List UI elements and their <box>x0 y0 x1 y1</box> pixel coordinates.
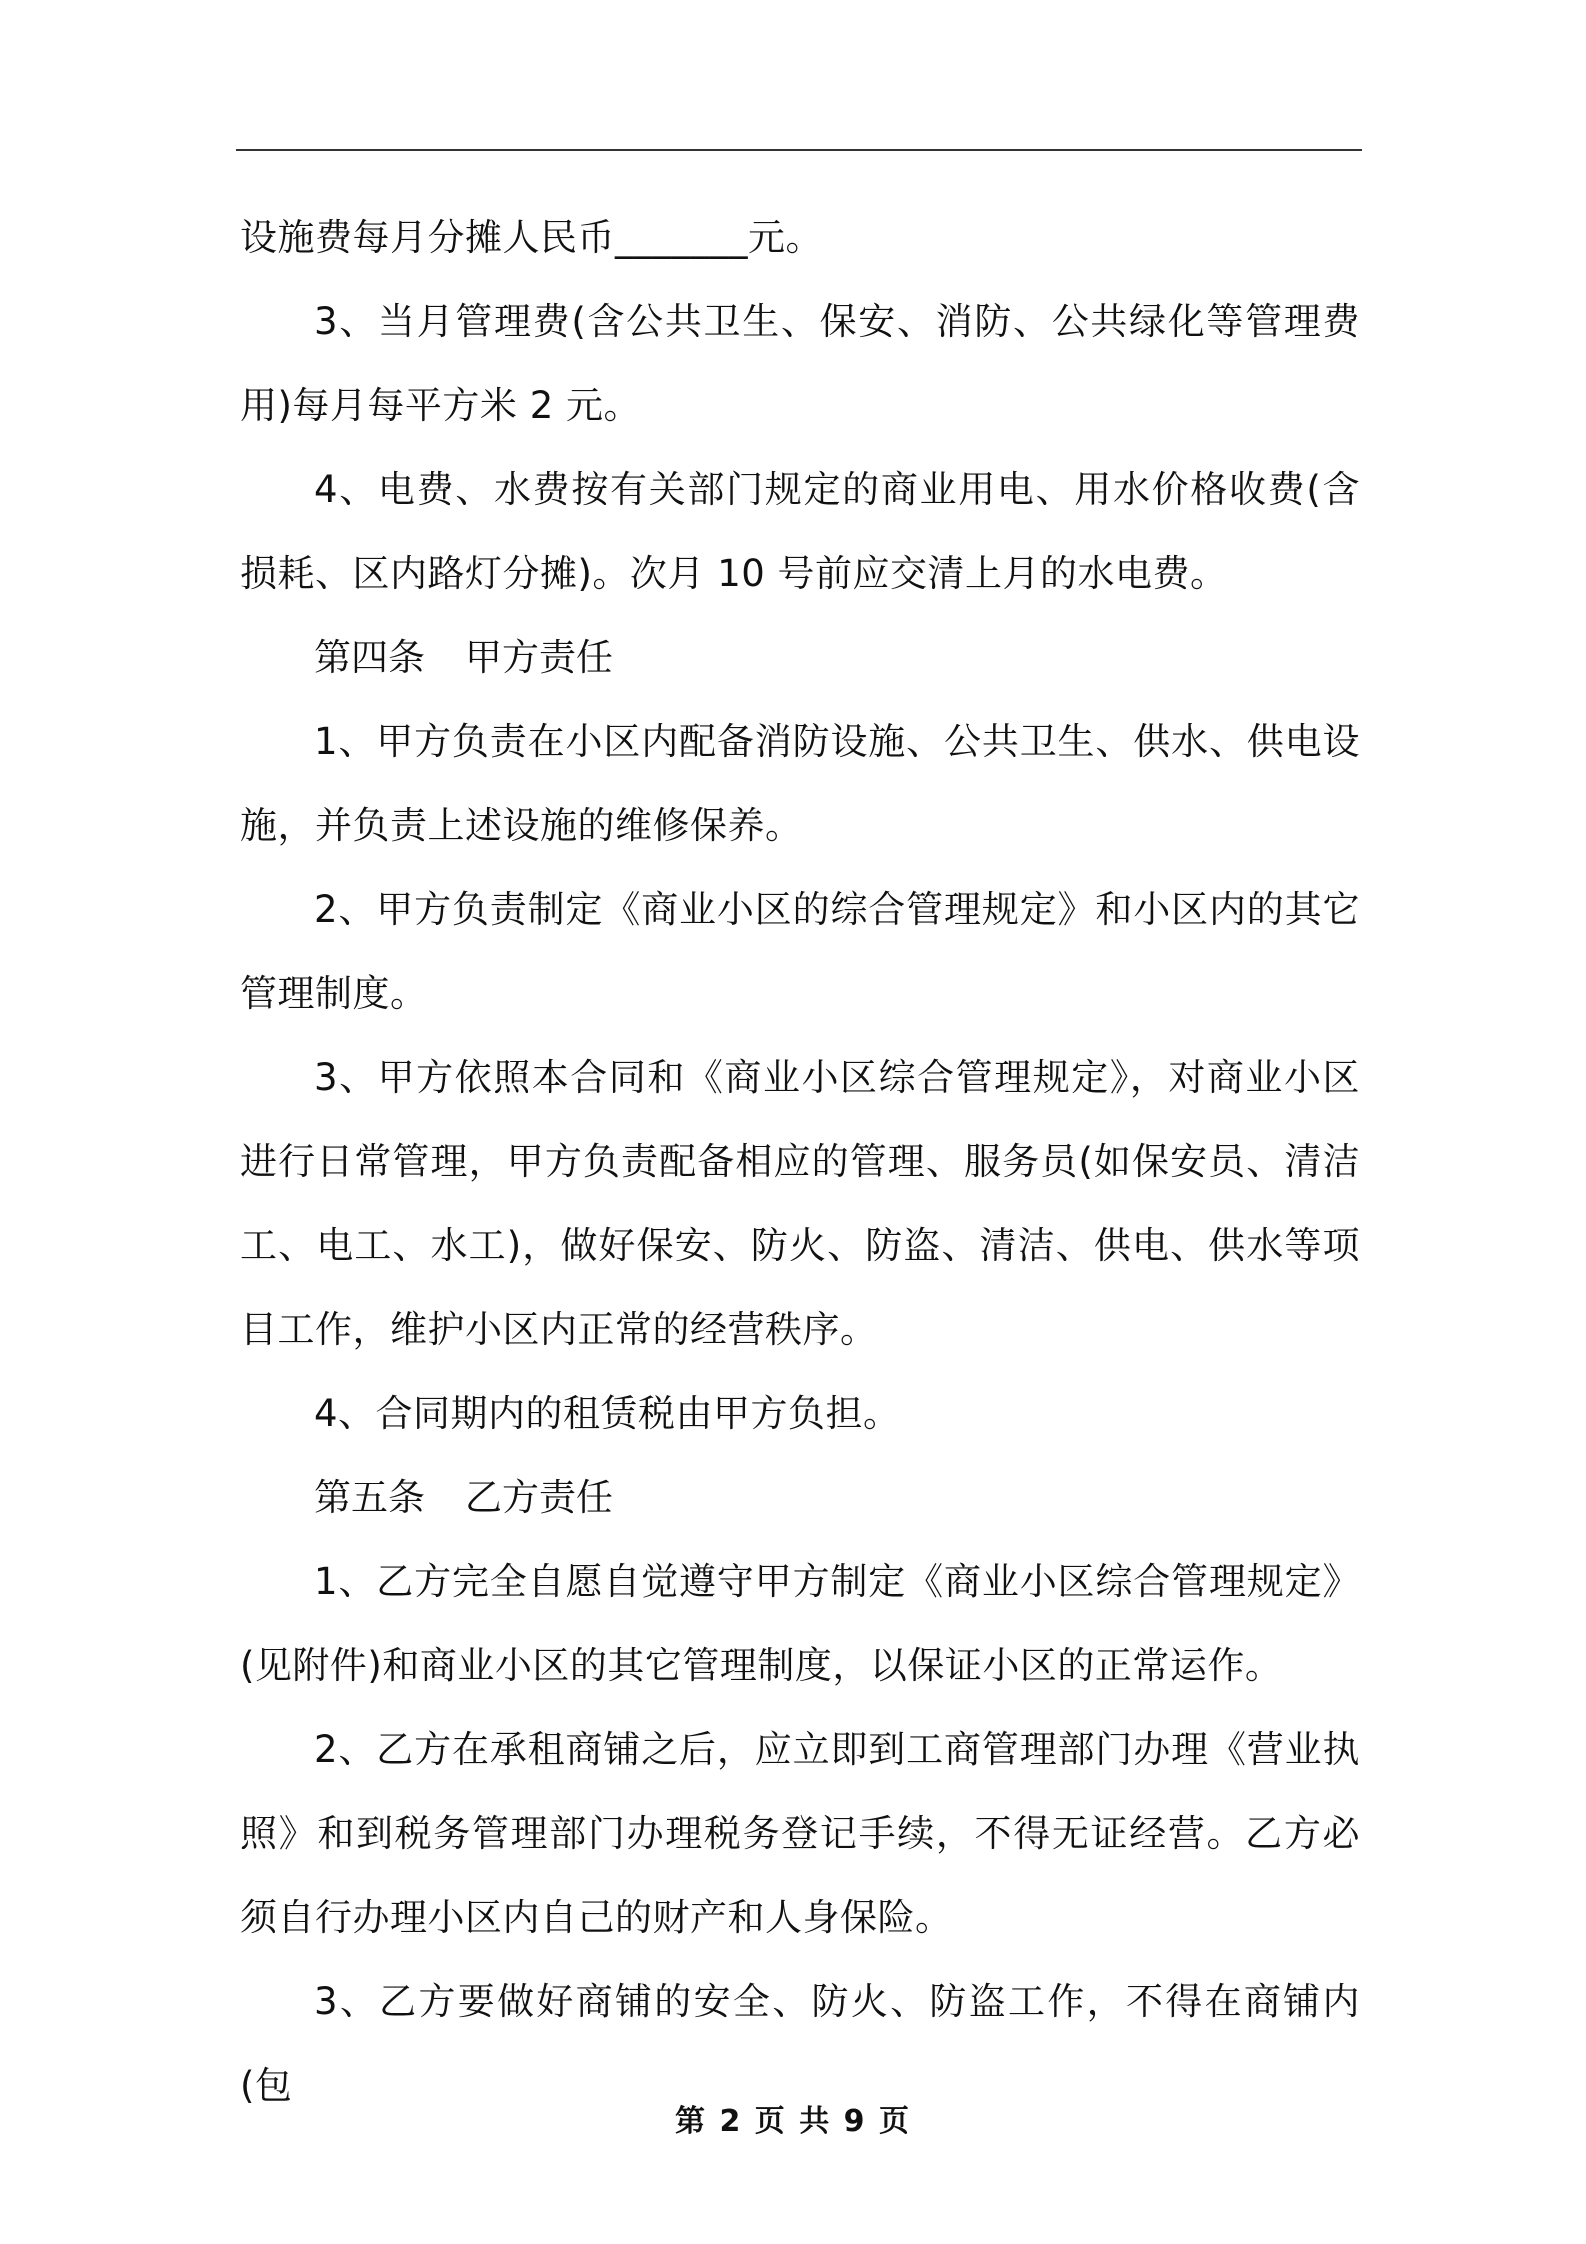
article-5-number: 第五条 <box>314 1476 425 1519</box>
header-rule <box>236 149 1362 151</box>
article-5-item-2: 2、乙方在承租商铺之后，应立即到工商管理部门办理《营业执照》和到税务管理部门办理税务登记手续，不得无证经营。乙方必须自行办理小区内自己的财产和人身保险。 <box>240 1728 1360 1939</box>
paragraph-management-fee: 3、当月管理费(含公共卫生、保安、消防、公共绿化等管理费用)每月每平方米 2 元。 <box>240 300 1360 427</box>
paragraph-continued: 设施费每月分摊人民币_______元。 <box>240 216 823 259</box>
article-5-heading <box>240 1456 1360 1540</box>
paragraph-utility-fee: 4、电费、水费按有关部门规定的商业用电、用水价格收费(含损耗、区内路灯分摊)。次月 10 号前应交清上月的水电费。 <box>240 468 1360 595</box>
article-5-item-3: 3、乙方要做好商铺的安全、防火、防盗工作，不得在商铺内(包 <box>240 1980 1360 2107</box>
article-4-item-2: 2、甲方负责制定《商业小区的综合管理规定》和小区内的其它管理制度。 <box>240 888 1360 1015</box>
article-4-item-3: 3、甲方依照本合同和《商业小区综合管理规定》，对商业小区进行日常管理，甲方负责配备相应的管理、服务员(如保安员、清洁工、电工、水工)，做好保安、防火、防盗、清洁、供电、供水等项目工作，维护小区内正常的经营秩序。 <box>240 1056 1360 1351</box>
article-4-heading <box>240 616 1360 700</box>
document-body <box>240 196 1360 2128</box>
article-5-item-1: 1、乙方完全自愿自觉遵守甲方制定《商业小区综合管理规定》(见附件)和商业小区的其它管理制度，以保证小区的正常运作。 <box>240 1560 1360 1687</box>
article-5-title: 乙方责任 <box>465 1476 613 1519</box>
page-number-footer: 第 2 页 共 9 页 <box>675 2104 911 2139</box>
article-4-number: 第四条 <box>314 636 425 679</box>
article-4-title: 甲方责任 <box>465 636 613 679</box>
article-4-item-1: 1、甲方负责在小区内配备消防设施、公共卫生、供水、供电设施，并负责上述设施的维修保养。 <box>240 720 1360 847</box>
article-4-item-4: 4、合同期内的租赁税由甲方负担。 <box>314 1392 901 1435</box>
